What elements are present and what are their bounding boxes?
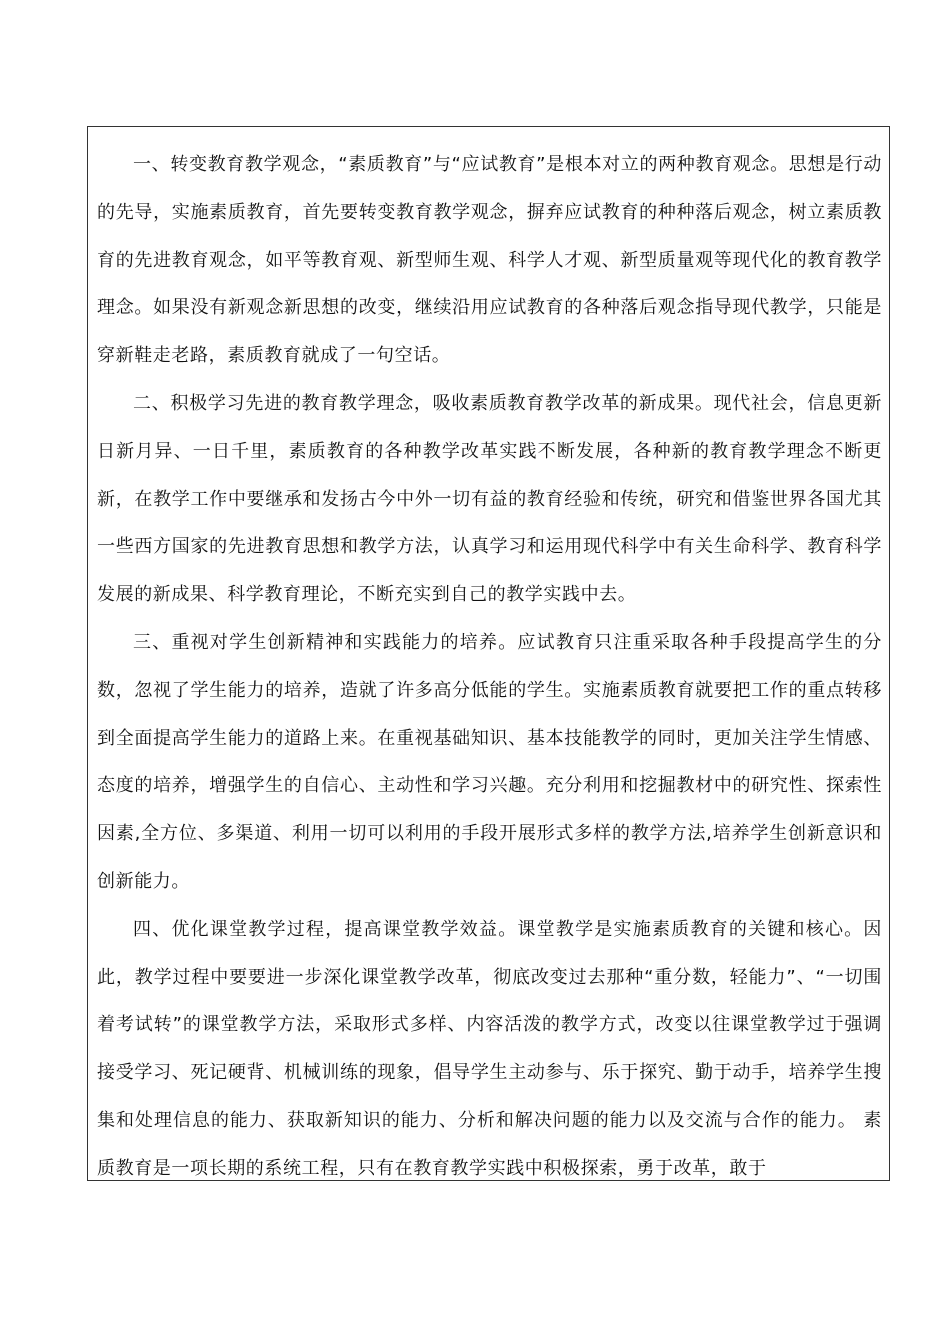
document-body xyxy=(97,141,882,1181)
document-frame xyxy=(87,126,890,1181)
paragraph-1: 一、转变教育教学观念，“素质教育”与“应试教育”是根本对立的两种教育观念。思想是行动的先导，实施素质教育，首先要转变教育教学观念，摒弃应试教育的种种落后观念，树立素质教育的先进教育观念，如平等教育观、新型师生观、科学人才观、新型质量观等现代化的教育教学理念。如果没有新观念新思想的改变，继续沿用应试教育的各种落后观念指导现代教学，只能是穿新鞋走老路，素质教育就成了一句空话。 xyxy=(97,154,882,367)
paragraph-4: 四、优化课堂教学过程，提高课堂教学效益。课堂教学是实施素质教育的关键和核心。因此，教学过程中要要进一步深化课堂教学改革，彻底改变过去那种“重分数，轻能力”、“一切围着考试转”的课堂教学方法，采取形式多样、内容活泼的教学方式，改变以往课堂教学过于强调接受学习、死记硬背、机械训练的现象，倡导学生主动参与、乐于探究、勤于动手，培养学生搜集和处理信息的能力、获取新知识的能力、分析和解决问题的能力以及交流与合作的能力。 素质教育是一项长期的系统工程，只有在教育教学实践中积极探索，勇于改革，敢于 xyxy=(97,918,882,1179)
paragraph-3: 三、重视对学生创新精神和实践能力的培养。应试教育只注重采取各种手段提高学生的分数，忽视了学生能力的培养，造就了许多高分低能的学生。实施素质教育就要把工作的重点转移到全面提高学生能力的道路上来。在重视基础知识、基本技能教学的同时，更加关注学生情感、态度的培养，增强学生的自信心、主动性和学习兴趣。充分利用和挖掘教材中的研究性、探索性因素,全方位、多渠道、利用一切可以利用的手段开展形式多样的教学方法,培养学生创新意识和创新能力。 xyxy=(97,631,882,892)
paragraph-2: 二、积极学习先进的教育教学理念，吸收素质教育教学改革的新成果。现代社会，信息更新日新月异、一日千里，素质教育的各种教学改革实践不断发展，各种新的教育教学理念不断更新，在教学工作中要继承和发扬古今中外一切有益的教育经验和传统，研究和借鉴世界各国尤其一些西方国家的先进教育思想和教学方法，认真学习和运用现代科学中有关生命科学、教育科学发展的新成果、科学教育理论，不断充实到自己的教学实践中去。 xyxy=(97,392,882,606)
